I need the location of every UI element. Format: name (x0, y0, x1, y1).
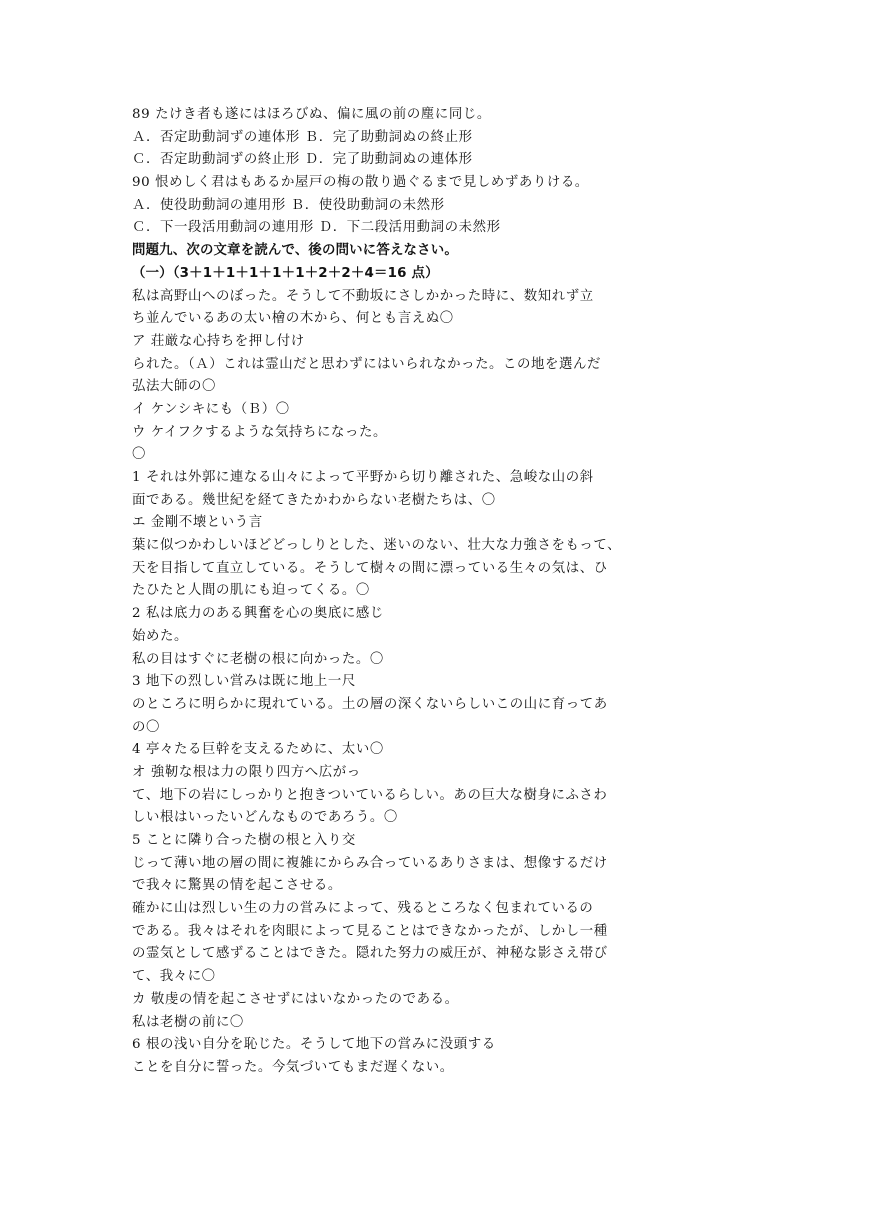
text-line: 90 恨めしく君はもあるか屋戸の梅の散り過ぐるまで見しめずありける。 (132, 175, 589, 191)
text-line: 確かに山は烈しい生の力の営みによって、残るところなく包まれているの (132, 901, 594, 917)
text-line: たひたと人間の肌にも迫ってくる。〇 (132, 583, 370, 599)
text-line: ア 荘厳な心持ちを押し付け (132, 333, 305, 349)
document-body (132, 104, 852, 1080)
text-line: 天を目指して直立している。そうして樹々の間に漂っている生々の気は、ひ (132, 560, 608, 576)
section-heading: 問題九、次の文章を読んで、後の問いに答えなさい。 (132, 243, 458, 259)
text-line: 面である。幾世紀を経てきたかわからない老樹たちは、〇 (132, 492, 496, 508)
text-line: 2 私は底力のある興奮を心の奥底に感じ (132, 606, 384, 622)
text-line: 89 たけき者も遂にはほろびぬ、偏に風の前の塵に同じ。 (132, 107, 491, 122)
text-line: の〇 (132, 719, 160, 735)
text-line: しい根はいったいどんなものであろう。〇 (132, 810, 398, 826)
text-line: イ ケンシキにも（Ｂ）〇 (132, 401, 290, 417)
text-line: じって薄い地の層の間に複雑にからみ合っているありさまは、想像するだけ (132, 855, 608, 871)
section-heading: （一）（3＋1＋1＋1＋1＋1＋2＋2＋4＝16 点） (132, 265, 439, 281)
text-line: で我々に驚異の情を起こさせる。 (132, 878, 342, 894)
text-line: 〇 (132, 447, 146, 463)
text-line: オ 強靭な根は力の限り四方へ広がっ (132, 764, 361, 780)
text-line: ことを自分に誓った。今気づいてもまだ遅くない。 (132, 1059, 454, 1075)
text-line: られた。（Ａ）これは霊山だと思わずにはいられなかった。この地を選んだ (132, 356, 601, 372)
text-line: 6 根の浅い自分を恥じた。そうして地下の営みに没頭する (132, 1037, 496, 1053)
text-line: 私は老樹の前に〇 (132, 1014, 244, 1030)
text-line: ち並んでいるあの太い檜の木から、何とも言えぬ〇 (132, 311, 454, 327)
text-line: て、我々に〇 (132, 969, 216, 985)
text-line: のところに明らかに現れている。土の層の深くないらしいこの山に育ってあ (132, 696, 608, 712)
text-line: Ａ．使役助動詞の連用形 Ｂ．使役助動詞の未然形 (132, 197, 445, 213)
text-line: エ 金剛不壊という言 (132, 515, 263, 531)
text-line: 4 亭々たる巨幹を支えるために、太い〇 (132, 742, 384, 758)
text-line: 3 地下の烈しい営みは既に地上一尺 (132, 674, 356, 690)
text-line: 葉に似つかわしいほどどっしりとした、迷いのない、壮大な力強さをもって、 (132, 538, 622, 554)
text-line: の霊気として感ずることはできた。隠れた努力の威圧が、神秘な影さえ帯び (132, 946, 608, 962)
text-line: Ｃ．否定助動詞ずの終止形 Ｄ．完了助動詞ぬの連体形 (132, 152, 473, 168)
text-line: 私は高野山へのぼった。そうして不動坂にさしかかった時に、数知れず立 (132, 288, 594, 304)
text-line: て、地下の岩にしっかりと抱きついているらしい。あの巨大な樹身にふさわ (132, 787, 608, 803)
text-line: 私の目はすぐに老樹の根に向かった。〇 (132, 651, 384, 667)
text-line: 1 それは外郭に連なる山々によって平野から切り離された、急峻な山の斜 (132, 470, 594, 485)
text-line: 弘法大師の〇 (132, 379, 216, 395)
text-line: Ｃ．下一段活用動詞の連用形 Ｄ．下二段活用動詞の未然形 (132, 220, 501, 236)
text-line: 5 ことに隣り合った樹の根と入り交 (132, 833, 356, 848)
text-line: Ａ．否定助動詞ずの連体形 Ｂ．完了助動詞ぬの終止形 (132, 129, 473, 145)
text-line: である。我々はそれを肉眼によって見ることはできなかったが、しかし一種 (132, 923, 608, 939)
text-line: 始めた。 (132, 628, 188, 644)
text-line: カ 敬虔の情を起こさせずにはいなかったのである。 (132, 991, 459, 1007)
text-line: ウ ケイフクするような気持ちになった。 (132, 424, 387, 440)
